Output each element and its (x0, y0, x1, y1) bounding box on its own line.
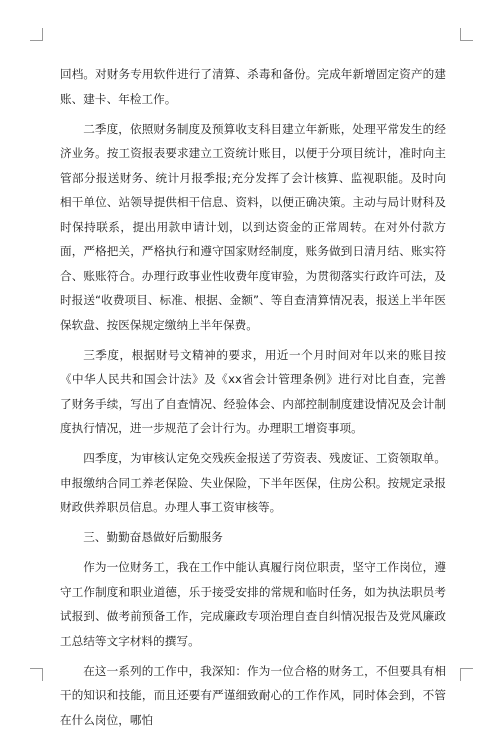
paragraph-duties: 作为一位财务工，我在工作中能认真履行岗位职责，坚守工作岗位，遵守工作制度和职业道德，乐于接受安排的常规和临时任务，如为执法职员考试报到、做考前预备工作，完成廉政专项治理自查自纠情况报告及党风廉政工总结等文字材料的撰写。 (60, 560, 446, 648)
paragraph-archive: 回档。对财务专用软件进行了清算、杀毒和备份。完成年新增固定资产的建账、建卡、年检工作。 (60, 67, 446, 106)
page-corner-mark-top-left (30, 28, 43, 41)
paragraph-q2: 二季度，依照财务制度及预算收支科目建立年新账，处理平常发生的经济业务。按工资报表要求建立工资统计账目，以便于分项目统计，准时向主管部分报送财务、统计月报季报;充分发挥了会计核算、监视职能。及时向相干单位、站领导提供相干信息、资料，以便正确决策。主动与局计财科及时保持联系，提出用款申请计划，以到达资金的正常周转。在对外付款方面，严格把关，严格执行和遵守国家财经制度，账务做到日清月结、账实符合、账账符合。办理行政事业性收费年度审验，为贯彻落实行政许可法，及时报送“收费项目、标准、根据、金额”、等自查清算情况表，报送上半年医保软盘、按医保规定缴纳上半年保费。 (60, 121, 446, 332)
page-corner-mark-top-right (460, 28, 473, 41)
paragraph-q4: 四季度，为审核认定免交残疾金报送了劳资表、残废证、工资领取单。申报缴纳合同工养老保险、失业保险，下半年医保，住房公积。按规定录报财政供养职员信息。办理人事工资审核等。 (60, 451, 446, 514)
page-corner-mark-bottom-left (30, 668, 43, 681)
page-corner-mark-bottom-right (460, 668, 473, 681)
document-page (60, 62, 446, 738)
paragraph-q3: 三季度，根据财号文精神的要求，用近一个月时间对年以来的账目按《中华人民共和国会计法》及《xx省会计管理条例》进行对比自查，完善了财务手续，写出了自查情况、经验体会、内部控制制度建设情况及会计制度执行情况，进一步规范了会计行为。办理职工增资事项。 (60, 347, 446, 435)
paragraph-reflection: 在这一系列的工作中，我深知：作为一位合格的财务工，不但要具有相干的知识和技能，而且还要有严谨细致耐心的工作作风，同时体会到，不管在什么岗位，哪怕 (60, 663, 446, 727)
section-heading-logistics: 三、勤勤奋恳做好后勤服务 (83, 530, 223, 544)
